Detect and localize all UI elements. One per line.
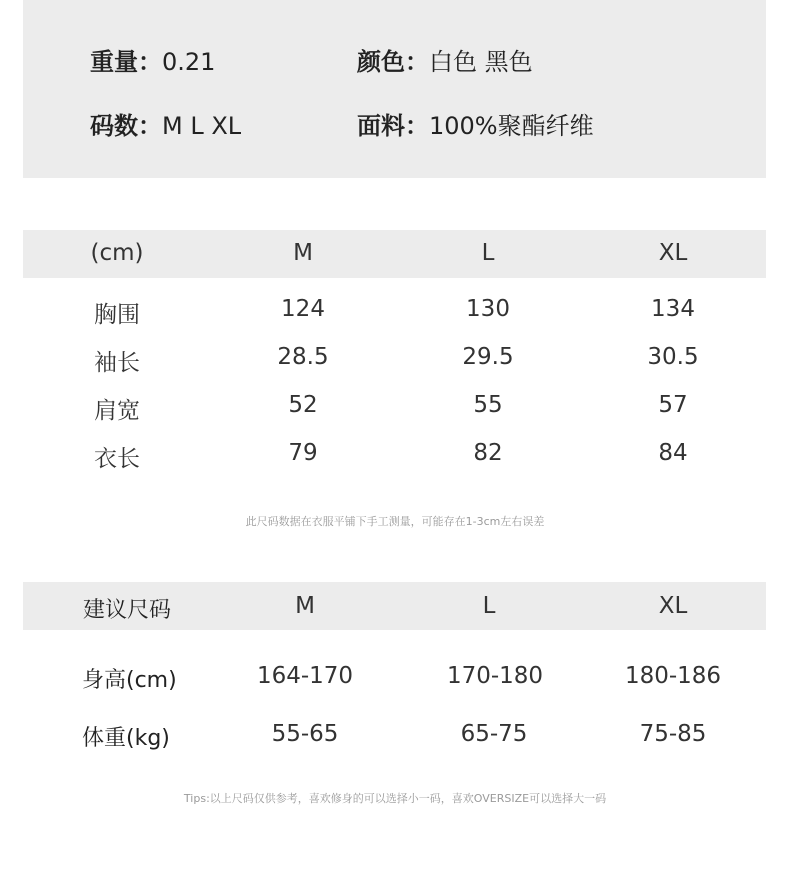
measure-row-label: 肩宽 [94, 398, 140, 424]
measure-cell: 30.5 [647, 344, 699, 370]
measure-cell: 130 [466, 296, 510, 322]
measure-header-l: L [481, 240, 495, 266]
measure-note: 此尺码数据在衣服平铺下手工测量，可能存在1-3cm左右误差 [245, 515, 545, 528]
measure-cell: 79 [288, 440, 318, 466]
spec-weight [90, 42, 215, 77]
spec-fabric [357, 106, 594, 141]
spec-weight-value: 0.21 [162, 48, 216, 76]
recommend-row-label: 体重(kg) [82, 726, 170, 751]
spec-sizes [90, 106, 241, 141]
measure-row-label: 袖长 [94, 350, 140, 376]
measure-cell: 82 [473, 440, 503, 466]
measure-cell: 52 [288, 392, 318, 418]
measure-cell: 28.5 [277, 344, 329, 370]
measure-cell: 134 [651, 296, 695, 322]
recommend-header-l: L [482, 593, 496, 619]
measure-cell: 124 [281, 296, 325, 322]
measure-row-label: 胸围 [94, 302, 140, 328]
spec-fabric-key: 面料： [357, 112, 429, 140]
recommend-cell: 180-186 [624, 663, 722, 689]
recommend-cell: 164-170 [256, 663, 354, 689]
recommend-header-m: M [295, 593, 315, 619]
recommend-header-title: 建议尺码 [83, 598, 172, 623]
measure-cell: 55 [473, 392, 503, 418]
measure-cell: 84 [658, 440, 688, 466]
measure-header-unit: (cm) [90, 240, 144, 266]
recommend-cell: 65-75 [460, 721, 528, 747]
recommend-cell: 170-180 [446, 663, 544, 689]
recommend-cell: 55-65 [271, 721, 339, 747]
spec-sizes-key: 码数： [90, 112, 162, 140]
recommend-row-label: 身高(cm) [82, 668, 177, 693]
measure-cell: 29.5 [462, 344, 514, 370]
measure-row-label: 衣长 [94, 446, 140, 472]
spec-color-key: 颜色： [357, 48, 429, 76]
spec-color [357, 42, 533, 77]
recommend-header-xl: XL [658, 593, 688, 619]
spec-weight-key: 重量： [90, 48, 162, 76]
recommend-cell: 75-85 [639, 721, 707, 747]
measure-cell: 57 [658, 392, 688, 418]
spec-sizes-value: M L XL [162, 112, 242, 140]
measure-header-xl: XL [658, 240, 688, 266]
size-tips: Tips:以上尺码仅供参考，喜欢修身的可以选择小一码，喜欢OVERSIZE可以选择大一码 [183, 792, 607, 805]
measure-header-m: M [293, 240, 313, 266]
spec-panel [23, 0, 766, 178]
spec-fabric-value: 100%聚酯纤维 [429, 112, 594, 140]
spec-color-value: 白色 黑色 [429, 48, 533, 76]
